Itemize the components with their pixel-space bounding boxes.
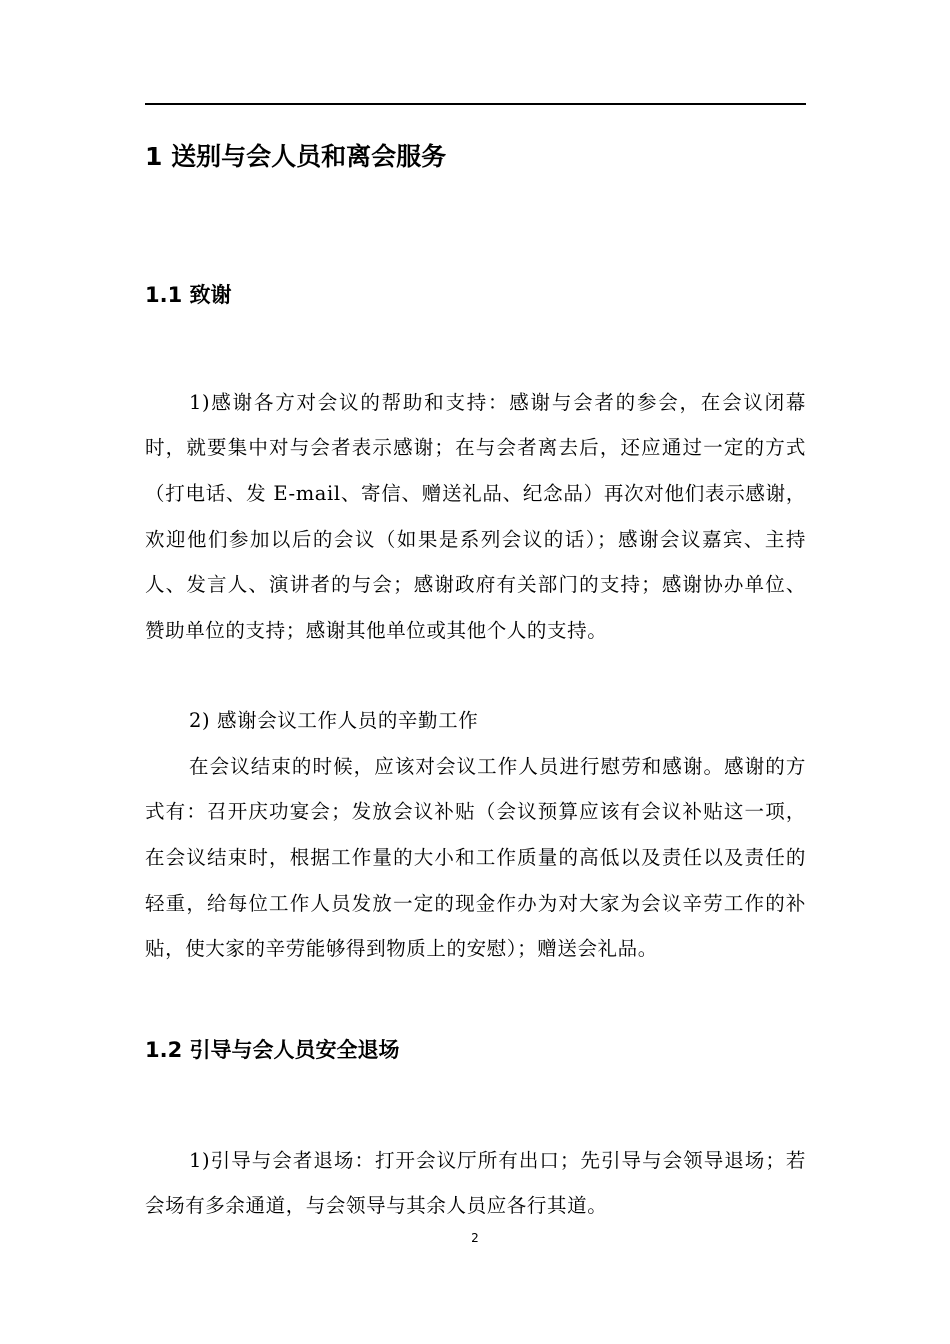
paragraph-thanks-staff-detail: 在会议结束的时候，应该对会议工作人员进行慰劳和感谢。感谢的方式有：召开庆功宴会；发放会议补贴（会议预算应该有会议补贴这一项，在会议结束时，根据工作量的大小和工作质量的高低以及责任以及责任的轻重，给每位工作人员发放一定的现金作办为对大家为会议辛劳工作的补贴，使大家的辛劳能够得到物质上的安慰）；赠送会礼品。: [145, 754, 806, 961]
chapter-heading: 1 送别与会人员和离会服务: [145, 142, 447, 171]
page-number: 2: [471, 1231, 479, 1245]
paragraph-thanks-staff-title: 2) 感谢会议工作人员的辛勤工作: [189, 708, 479, 732]
header-rule: [145, 103, 806, 105]
paragraph-thanks-all-parties: 1)感谢各方对会议的帮助和支持：感谢与会者的参会，在会议闭幕时，就要集中对与会者表示感谢；在与会者离去后，还应通过一定的方式（打电话、发 E-mail、寄信、赠送礼品、纪念品）再次对他们表示感谢，欢迎他们参加以后的会议（如果是系列会议的话）；感谢会议嘉宾、主持人、发言人、演讲者的与会；感谢政府有关部门的支持；感谢协办单位、赞助单位的支持；感谢其他单位或其他个人的支持。: [145, 390, 806, 643]
paragraph-guide-exit: 1)引导与会者退场：打开会议厅所有出口；先引导与会领导退场；若会场有多余通道，与会领导与其余人员应各行其道。: [145, 1148, 806, 1218]
section-heading-exit-guidance: 1.2 引导与会人员安全退场: [145, 1038, 400, 1062]
section-heading-thanks: 1.1 致谢: [145, 283, 232, 307]
